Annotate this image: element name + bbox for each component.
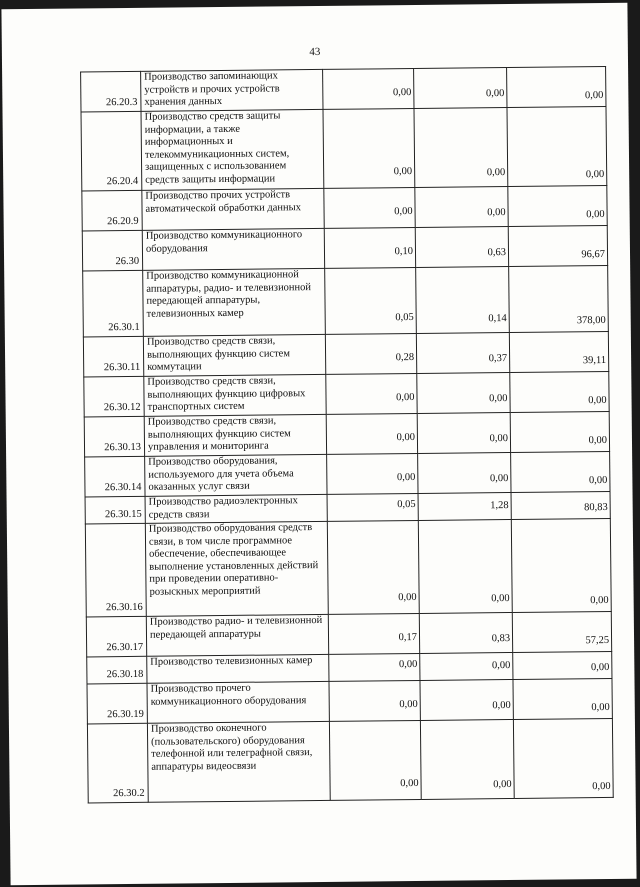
row-value-2: 0,00: [420, 652, 513, 680]
row-value-2: 1,28: [418, 492, 511, 520]
row-value-1: 0,00: [329, 680, 420, 721]
row-value-3: 378,00: [509, 265, 609, 332]
row-name: Производство средств связи, выполняющих функцию систем коммутации: [143, 334, 325, 376]
table-row: [82, 225, 607, 270]
row-name: Производство запоминающих устройств и прочих устройств хранения данных: [141, 69, 323, 111]
row-value-1: 0,05: [327, 493, 418, 521]
row-name: Производство средств защиты информации, а также информационных и телекоммуникационных систем, защищенных с использованием средств защиты информации: [141, 109, 324, 190]
table-row: [87, 718, 613, 802]
row-value-3: 0,00: [507, 106, 607, 186]
row-code: 26.30.16: [85, 523, 146, 617]
row-value-3: 0,00: [510, 411, 609, 452]
row-value-3: 0,00: [510, 371, 609, 412]
row-code: 26.20.9: [82, 190, 142, 231]
row-value-2: 0,63: [415, 227, 508, 268]
row-value-2: 0,00: [420, 719, 514, 799]
row-name: Производство прочих устройств автоматической обработки данных: [142, 188, 324, 230]
table-row: [87, 678, 612, 723]
row-value-1: 0,05: [325, 267, 417, 334]
row-value-3: 0,00: [513, 678, 612, 719]
row-value-1: 0,28: [325, 333, 416, 374]
table-row: [85, 451, 610, 496]
row-value-2: 0,00: [417, 412, 510, 453]
row-code: 26.30.18: [87, 656, 147, 684]
scanned-page: [1, 3, 636, 886]
row-code: 26.30.12: [84, 376, 144, 417]
row-value-2: 0,00: [420, 679, 513, 720]
row-value-3: 0,00: [511, 518, 611, 612]
row-value-2: 0,00: [414, 108, 508, 188]
row-code: 26.20.4: [81, 111, 142, 191]
row-code: 26.30.17: [86, 616, 146, 657]
row-value-1: 0,00: [327, 520, 419, 614]
row-value-3: 0,00: [507, 66, 606, 107]
row-value-2: 0,00: [418, 519, 512, 613]
row-value-3: 0,00: [513, 718, 613, 798]
row-code: 26.30.13: [84, 416, 144, 457]
row-name: Производство телевизионных камер: [147, 654, 329, 683]
table-row: [85, 518, 611, 616]
row-value-3: 0,00: [508, 185, 607, 226]
row-value-1: 0,00: [323, 108, 415, 188]
table-row: [83, 331, 608, 376]
row-value-3: 39,11: [509, 331, 608, 372]
row-value-3: 80,83: [511, 491, 610, 519]
row-code: 26.30.11: [83, 336, 143, 377]
table-row: [86, 611, 611, 656]
row-value-1: 0,00: [324, 187, 415, 228]
row-value-1: 0,00: [327, 453, 418, 494]
row-value-2: 0,14: [416, 267, 510, 334]
row-name: Производство прочего коммуникационного оборудования: [147, 681, 329, 723]
row-value-2: 0,83: [419, 612, 512, 653]
row-value-2: 0,00: [414, 68, 507, 109]
row-value-1: 0,00: [326, 373, 417, 414]
row-value-1: 0,10: [324, 227, 415, 268]
row-value-1: 0,00: [323, 68, 414, 109]
row-name: Производство оборудования средств связи, в том числе программное обеспечение, обеспечивающее выполнение установленных действий при проведении оперативно-розыскных мероприятий: [145, 521, 328, 616]
row-name: Производство коммуникационного оборудования: [142, 228, 324, 270]
row-value-2: 0,00: [415, 187, 508, 228]
row-value-2: 0,37: [416, 333, 509, 374]
row-value-3: 0,00: [513, 651, 612, 679]
row-value-2: 0,00: [417, 372, 510, 413]
row-value-3: 57,25: [512, 611, 611, 652]
table-row: [83, 265, 609, 336]
row-name: Производство радиоэлектронных средств связи: [145, 494, 327, 523]
row-name: Производство оконечного (пользовательского) оборудования телефонной или телеграфной связи, аппаратуры видеосвязи: [147, 721, 330, 802]
row-name: Производство радио- и телевизионной передающей аппаратуры: [146, 614, 328, 656]
table-row: [82, 185, 607, 230]
row-code: 26.30.2: [87, 723, 148, 803]
row-value-1: 0,00: [326, 413, 417, 454]
row-code: 26.30: [82, 230, 142, 271]
row-code: 26.20.3: [81, 71, 141, 112]
row-value-3: 96,67: [508, 225, 607, 266]
row-value-1: 0,00: [329, 653, 420, 681]
table-row: [81, 106, 607, 190]
table-row: [81, 66, 606, 111]
row-name: Производство средств связи, выполняющих функцию систем управления и мониторинга: [144, 414, 326, 456]
row-value-3: 0,00: [511, 451, 610, 492]
table-row: [84, 371, 609, 416]
table-row: [84, 411, 609, 456]
row-value-1: 0,17: [328, 613, 419, 654]
row-code: 26.30.1: [83, 270, 144, 337]
row-name: Производство средств связи, выполняющих функцию цифровых транспортных систем: [144, 374, 326, 416]
row-name: Производство оборудования, используемого для учета объема оказанных услуг связи: [145, 454, 327, 496]
row-code: 26.30.14: [85, 456, 145, 497]
row-code: 26.30.15: [85, 496, 145, 524]
row-value-2: 0,00: [418, 452, 511, 493]
row-value-1: 0,00: [329, 720, 421, 800]
row-code: 26.30.19: [87, 683, 147, 724]
page-number: 43: [309, 45, 321, 59]
data-table: [80, 66, 614, 803]
row-name: Производство коммуникационной аппаратуры, радио- и телевизионной передающей аппаратуры, телевизионных камер: [143, 268, 326, 336]
